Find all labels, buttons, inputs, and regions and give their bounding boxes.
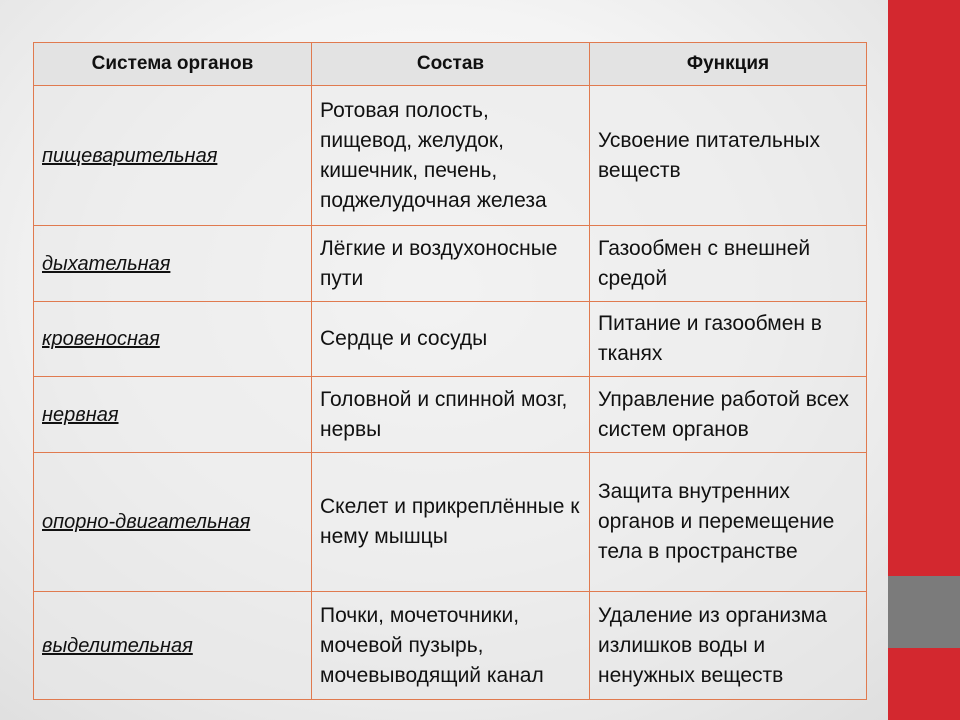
composition-cell: Ротовая полость, пищевод, желудок, кишечник, печень, поджелудочная железа	[312, 86, 590, 226]
table-row	[34, 302, 867, 377]
decorative-side-bar	[888, 0, 960, 720]
table-row	[34, 86, 867, 226]
system-name-cell: нервная	[34, 377, 312, 453]
composition-cell: Почки, мочеточники, мочевой пузырь, мочевыводящий канал	[312, 592, 590, 700]
table-row	[34, 453, 867, 592]
function-cell: Питание и газообмен в тканях	[590, 302, 867, 377]
composition-cell: Головной и спинной мозг, нервы	[312, 377, 590, 453]
system-name-cell: пищеварительная	[34, 86, 312, 226]
system-name-cell: выделительная	[34, 592, 312, 700]
function-cell: Удаление из организма излишков воды и ненужных веществ	[590, 592, 867, 700]
function-cell: Усвоение питательных веществ	[590, 86, 867, 226]
composition-cell: Сердце и сосуды	[312, 302, 590, 377]
composition-cell: Лёгкие и воздухоносные пути	[312, 226, 590, 302]
header-function: Функция	[590, 43, 867, 86]
table-row	[34, 226, 867, 302]
table-header-row	[34, 43, 867, 86]
system-name-cell: дыхательная	[34, 226, 312, 302]
header-system: Система органов	[34, 43, 312, 86]
function-cell: Защита внутренних органов и перемещение тела в пространстве	[590, 453, 867, 592]
organ-systems-table	[33, 42, 867, 700]
function-cell: Управление работой всех систем органов	[590, 377, 867, 453]
table-row	[34, 592, 867, 700]
function-cell: Газообмен с внешней средой	[590, 226, 867, 302]
system-name-cell: кровеносная	[34, 302, 312, 377]
system-name-cell: опорно-двигательная	[34, 453, 312, 592]
decorative-grey-block	[888, 576, 960, 648]
header-composition: Состав	[312, 43, 590, 86]
composition-cell: Скелет и прикреплённые к нему мышцы	[312, 453, 590, 592]
table-row	[34, 377, 867, 453]
